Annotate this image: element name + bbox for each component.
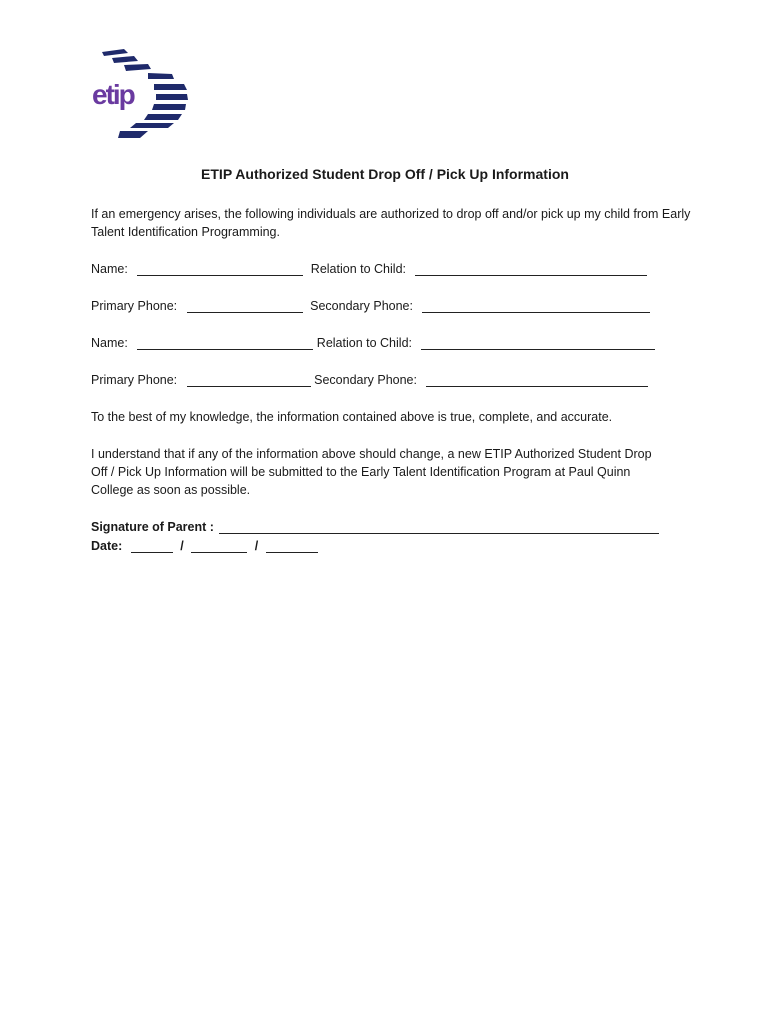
date-label: Date: [91, 539, 123, 553]
date-row [91, 538, 318, 553]
secondary-phone-label: Secondary Phone: [310, 299, 413, 313]
name-label: Name: [91, 262, 128, 276]
etip-logo [88, 46, 194, 142]
secondary-phone-field[interactable] [426, 372, 648, 387]
name-field[interactable] [137, 261, 303, 276]
relation-label: Relation to Child: [310, 262, 406, 276]
form-title: ETIP Authorized Student Drop Off / Pick Up Information [201, 166, 569, 182]
signature-row [91, 519, 659, 534]
primary-phone-label: Primary Phone: [91, 299, 178, 313]
signature-label: Signature of Parent : [91, 520, 214, 534]
relation-label: Relation to Child: [316, 336, 412, 350]
date-separator: / [180, 539, 184, 553]
name-field[interactable] [137, 335, 313, 350]
date-separator: / [254, 539, 259, 553]
relation-field[interactable] [415, 261, 647, 276]
contact1-phone-row [91, 298, 650, 313]
relation-field[interactable] [421, 335, 655, 350]
secondary-phone-field[interactable] [422, 298, 650, 313]
date-month-field[interactable] [131, 538, 173, 553]
name-label: Name: [91, 336, 128, 350]
understanding-paragraph: I understand that if any of the information above should change, a new ETIP Authorized Student Drop Off / Pick Up Information will be submitted to the Early Talent Identification Program at Paul Quinn College as soon as possible. [91, 447, 652, 497]
contact1-name-row [91, 261, 647, 276]
accuracy-statement: To the best of my knowledge, the information contained above is true, complete, and accurate. [91, 410, 613, 424]
primary-phone-label: Primary Phone: [91, 373, 178, 387]
secondary-phone-label: Secondary Phone: [314, 373, 417, 387]
contact2-phone-row [91, 372, 648, 387]
date-day-field[interactable] [191, 538, 247, 553]
signature-field[interactable] [219, 519, 659, 534]
contact2-name-row [91, 335, 655, 350]
date-year-field[interactable] [266, 538, 318, 553]
primary-phone-field[interactable] [187, 298, 303, 313]
svg-text:etip: etip [92, 79, 134, 110]
primary-phone-field[interactable] [187, 372, 311, 387]
intro-paragraph: If an emergency arises, the following individuals are authorized to drop off and/or pick up my child from Early Talent Identification Programming. [91, 207, 691, 239]
